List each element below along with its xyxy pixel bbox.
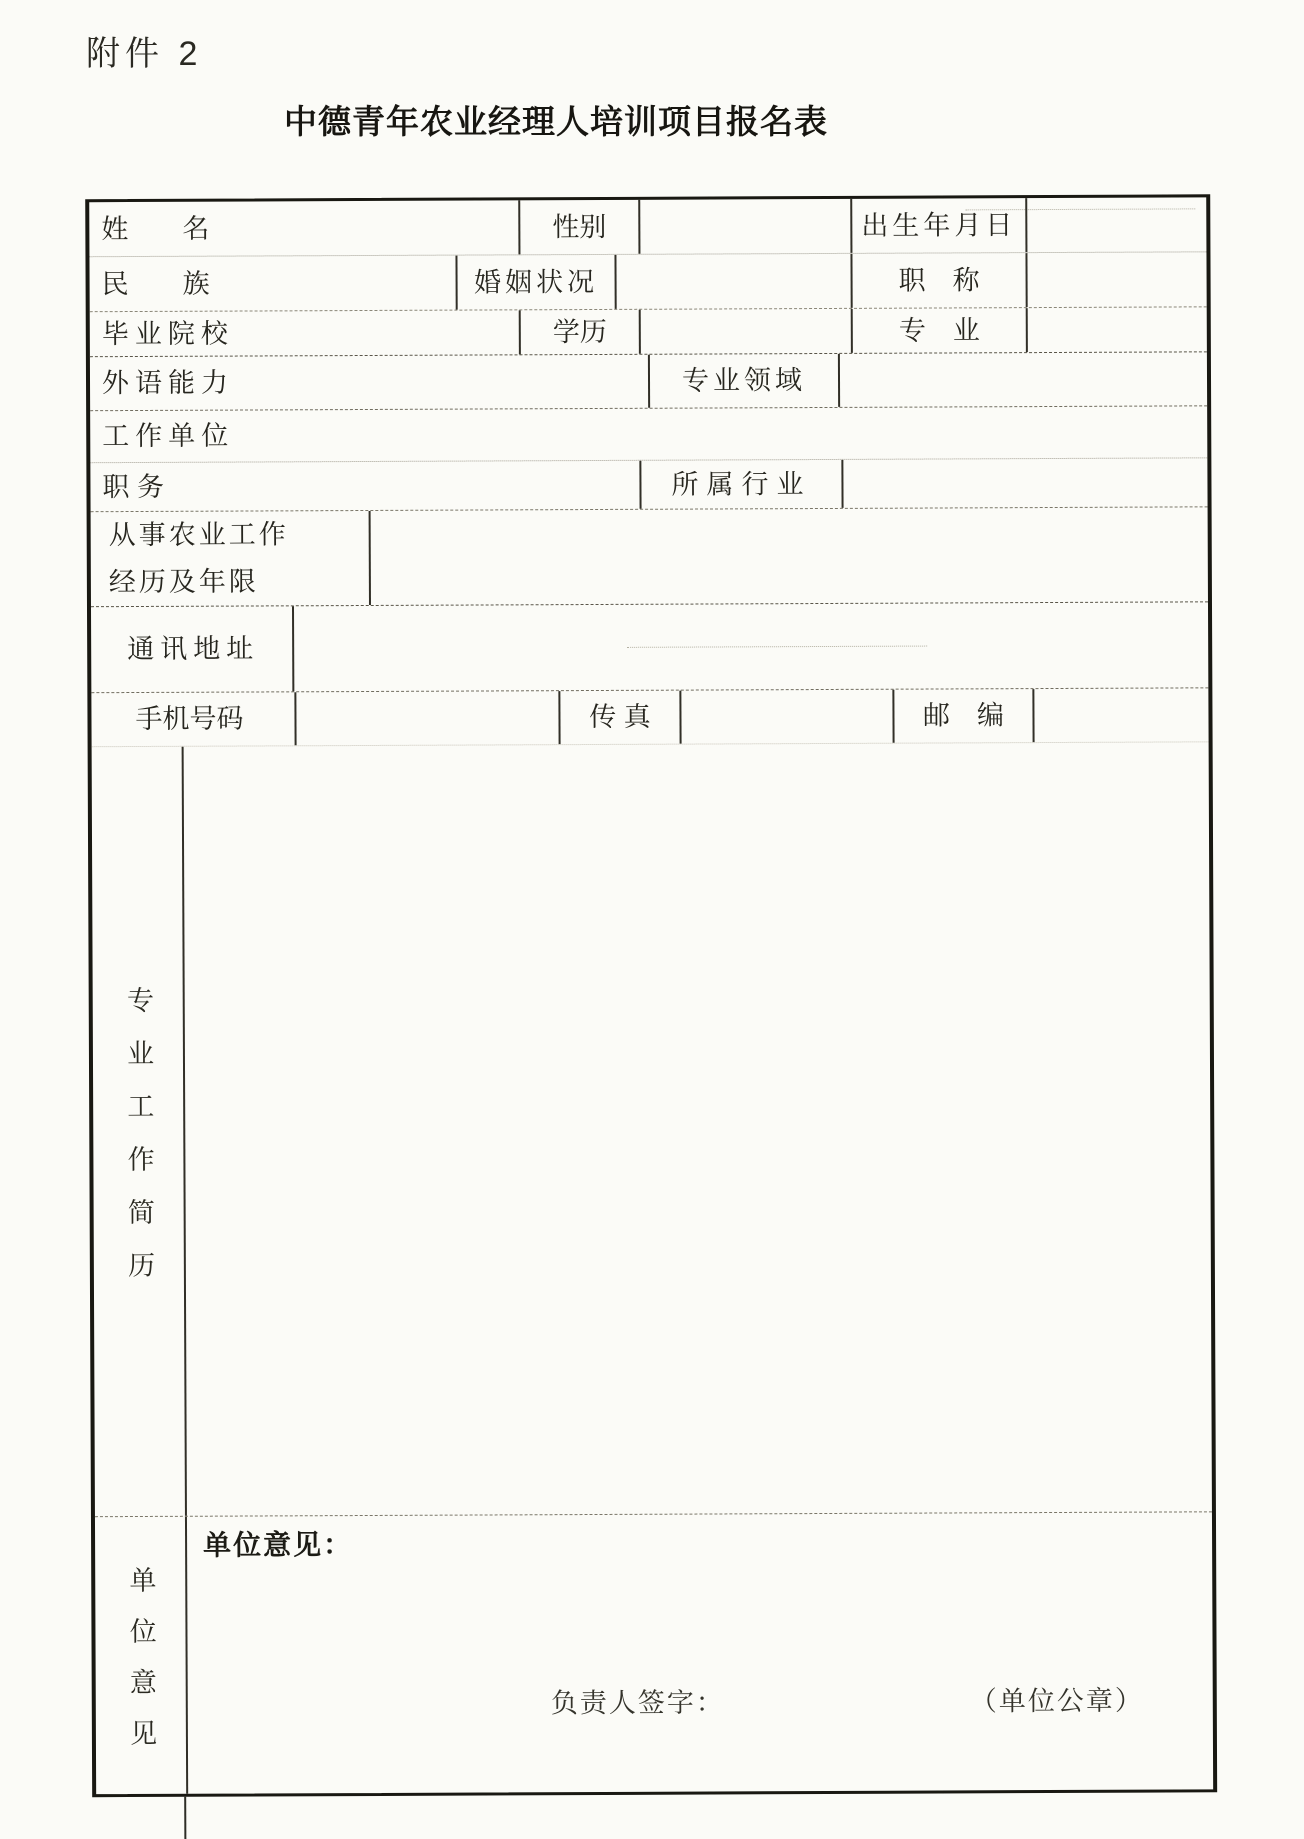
position-label: 职 务	[102, 471, 165, 502]
postcode-label: 邮 编	[892, 689, 1032, 743]
mailing-address-value-cell	[292, 602, 1208, 691]
industry-value-cell	[841, 458, 1207, 508]
opinion-side-cell	[95, 1517, 186, 1794]
graduate-school-value-cell	[290, 310, 519, 355]
birthdate-value-cell	[1025, 197, 1206, 252]
graduate-school-label: 毕业院校	[101, 318, 234, 349]
agri-experience-label: 从事农业工作经历及年限	[108, 519, 289, 598]
resume-section	[92, 742, 1212, 1517]
form-row-experience	[91, 507, 1208, 607]
industry-label: 所属行业	[639, 460, 841, 509]
foreign-language-value-cell	[290, 355, 648, 410]
form-row-name	[89, 197, 1206, 257]
agri-experience-value-cell	[369, 507, 1208, 605]
opinion-section	[95, 1512, 1213, 1794]
professional-title-label: 职 称	[850, 253, 1025, 308]
marital-status-label: 婚姻状况	[455, 255, 614, 310]
seal-label: （单位公章）	[969, 1685, 1144, 1717]
opinion-heading: 单位意见：	[203, 1529, 354, 1561]
form-row-contact	[91, 688, 1208, 747]
fax-label: 传 真	[558, 691, 679, 745]
ethnicity-label: 民 族	[101, 268, 210, 299]
professional-field-label: 专业领域	[648, 354, 838, 408]
form-row-language	[90, 352, 1207, 411]
work-unit-value-cell	[290, 406, 1207, 461]
education-label: 学历	[519, 310, 639, 355]
education-value-cell	[639, 309, 851, 354]
resume-content-cell	[182, 742, 1212, 1515]
major-label: 专 业	[851, 308, 1026, 353]
postcode-value-cell	[1032, 688, 1208, 742]
name-label: 姓 名	[101, 213, 210, 244]
page-title: 中德青年农业经理人培训项目报名表	[284, 103, 828, 140]
mailing-address-label: 通讯地址	[127, 633, 260, 665]
foreign-language-label: 外语能力	[101, 367, 235, 399]
opinion-side-label: 单位意见	[125, 1565, 157, 1770]
form-row-position	[90, 458, 1207, 512]
signature-label: 负责人签字：	[550, 1687, 725, 1719]
resume-side-cell	[92, 747, 185, 1516]
gender-label: 性别	[518, 200, 638, 255]
marital-status-value-cell	[614, 254, 850, 309]
professional-field-value-cell	[838, 352, 1207, 407]
form-sheet	[85, 194, 1219, 1797]
major-value-cell	[1026, 307, 1207, 352]
gender-value-cell	[638, 199, 850, 254]
attachment-label: 附件 2	[86, 35, 203, 73]
name-value-cell	[289, 200, 518, 255]
work-unit-label: 工作单位	[102, 420, 235, 452]
resume-side-label: 专业工作简历	[122, 985, 155, 1304]
opinion-content-cell	[185, 1512, 1213, 1793]
registration-form-table	[85, 194, 1217, 1797]
ethnicity-value-cell	[289, 256, 455, 311]
position-value-cell	[290, 461, 639, 511]
form-row-ethnicity	[89, 252, 1206, 312]
professional-title-value-cell	[1025, 252, 1206, 307]
birthdate-label: 出生年月日	[850, 198, 1025, 253]
fax-value-cell	[679, 690, 892, 744]
form-row-school	[90, 307, 1207, 357]
mobile-number-value-cell	[294, 691, 558, 745]
form-row-workunit	[90, 406, 1207, 463]
divider-tail-line	[184, 1797, 186, 1839]
mobile-number-label: 手机号码	[135, 703, 244, 735]
form-row-address	[91, 602, 1208, 693]
